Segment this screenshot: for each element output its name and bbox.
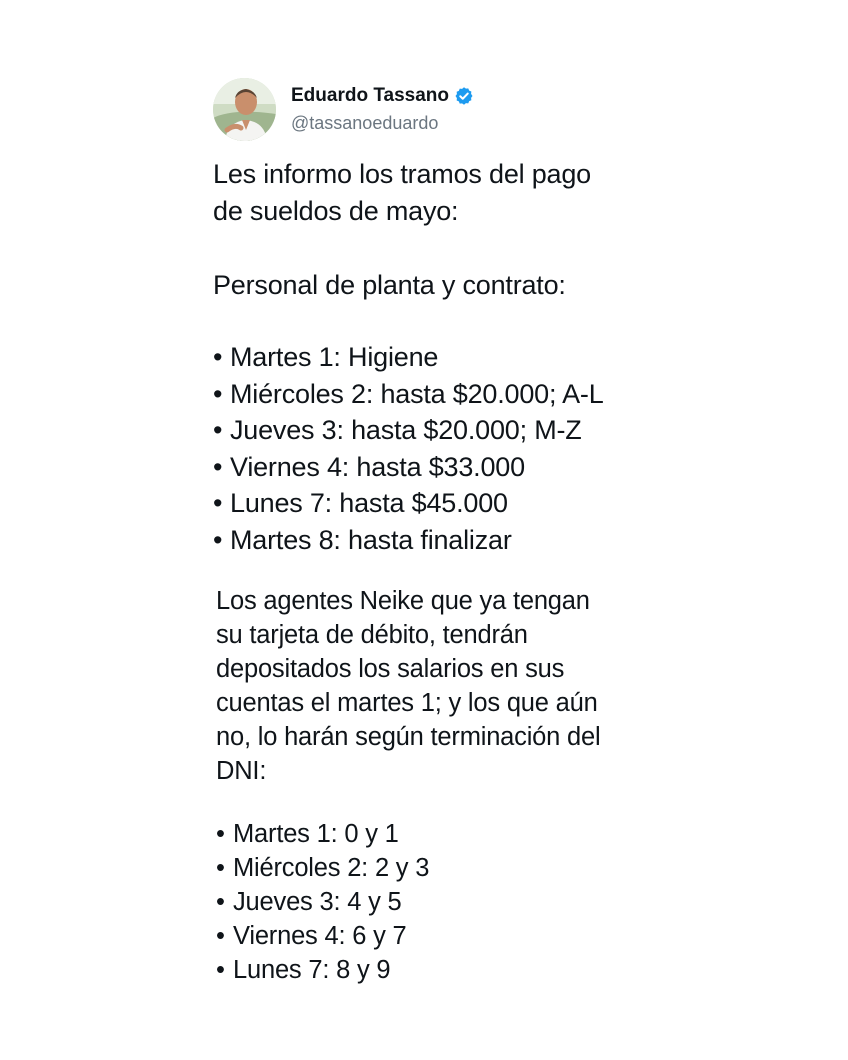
- bullet-glyph: •: [216, 820, 225, 848]
- list-item-text: Martes 1: 0 y 1: [233, 820, 399, 848]
- paragraph-line: Los agentes Neike que ya tengan: [216, 587, 590, 615]
- tweet-intro: [213, 156, 591, 229]
- bullet-glyph: •: [216, 854, 225, 882]
- list-item-text: Lunes 7: hasta $45.000: [230, 488, 508, 519]
- list-item-text: Miércoles 2: hasta $20.000; A-L: [230, 378, 604, 409]
- bullet-glyph: •: [213, 378, 223, 409]
- paragraph-line: depositados los salarios en sus: [216, 655, 565, 683]
- bullet-glyph: •: [213, 524, 223, 555]
- paragraph-line: cuentas el martes 1; y los que aún: [216, 689, 598, 717]
- list-item-text: Jueves 3: 4 y 5: [233, 888, 402, 916]
- list-item: [216, 885, 429, 919]
- list-item: [216, 817, 429, 851]
- bullet-glyph: •: [213, 342, 223, 372]
- list-item-text: Jueves 3: hasta $20.000; M-Z: [230, 415, 582, 446]
- intro-line: de sueldos de mayo:: [213, 195, 459, 226]
- list-item: [213, 412, 604, 449]
- paragraph-line: no, lo harán según terminación del: [216, 723, 601, 751]
- bullet-glyph: •: [213, 415, 223, 446]
- list-item: [213, 522, 604, 559]
- verified-badge-icon: [454, 86, 474, 106]
- bullet-glyph: •: [213, 451, 223, 482]
- section2-list: [216, 817, 429, 987]
- list-item-text: Viernes 4: hasta $33.000: [230, 451, 525, 482]
- bullet-glyph: •: [216, 922, 225, 950]
- list-item: [216, 953, 429, 987]
- list-item: [213, 339, 604, 376]
- author-names: [291, 84, 474, 135]
- list-item: [213, 485, 604, 522]
- list-item: [216, 919, 429, 953]
- list-item: [216, 851, 429, 885]
- display-name[interactable]: Eduardo Tassano: [291, 84, 450, 106]
- name-row: [291, 84, 474, 108]
- list-item-text: Viernes 4: 6 y 7: [233, 922, 407, 950]
- list-item: [213, 376, 604, 413]
- section1-heading: Personal de planta y contrato:: [213, 270, 566, 300]
- avatar-photo-icon: [213, 78, 276, 141]
- bullet-glyph: •: [216, 956, 225, 984]
- avatar[interactable]: [213, 78, 276, 141]
- paragraph-line: DNI:: [216, 757, 267, 785]
- list-item-text: Martes 1: Higiene: [230, 342, 439, 372]
- bullet-glyph: •: [216, 888, 225, 916]
- list-item-text: Martes 8: hasta finalizar: [230, 524, 512, 555]
- tweet-header: [213, 76, 474, 142]
- list-item-text: Lunes 7: 8 y 9: [233, 956, 391, 984]
- tweet-paragraph: [216, 584, 600, 788]
- list-item-text: Miércoles 2: 2 y 3: [233, 854, 430, 882]
- paragraph-line: su tarjeta de débito, tendrán: [216, 621, 528, 649]
- author-handle[interactable]: @tassanoeduardo: [291, 112, 439, 133]
- intro-line: Les informo los tramos del pago: [213, 159, 591, 189]
- list-item: [213, 449, 604, 486]
- bullet-glyph: •: [213, 488, 223, 519]
- section1-list: [213, 339, 604, 559]
